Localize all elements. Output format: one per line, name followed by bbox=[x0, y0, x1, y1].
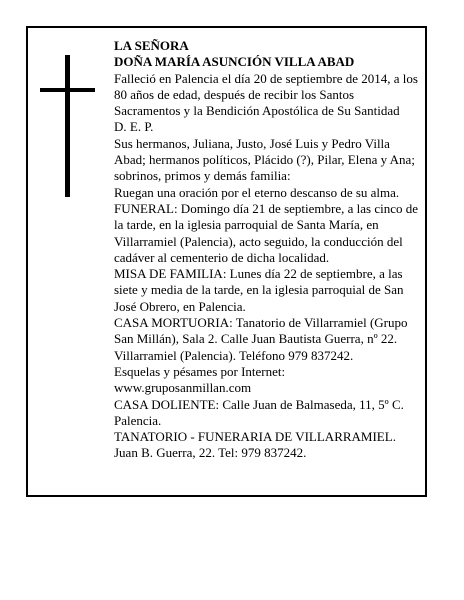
notice-title: LA SEÑORA bbox=[114, 38, 189, 53]
death-announcement: Falleció en Palencia el día 20 de septiembre de 2014, a los 80 años de edad, después de recibir los Santos Sacramentos y la Bendición Apostólica de Su Santidad bbox=[114, 70, 418, 119]
internet-condolences-label: Esquelas y pésames por Internet: bbox=[114, 363, 286, 379]
deceased-name: DOÑA MARÍA ASUNCIÓN VILLA ABAD bbox=[114, 54, 355, 70]
funeral-info: FUNERAL: Domingo día 21 de septiembre, a las cinco de la tarde, en la iglesia parroquial de Santa María, en Villarramiel (Palencia), acto seguido, la conducción del cadáver al cementerio de dicha localidad. bbox=[114, 200, 418, 265]
family-mass-info: MISA DE FAMILIA: Lunes día 22 de septiembre, a las siete y media de la tarde, en la iglesia parroquial de San José Obrero, en Palencia. bbox=[114, 266, 404, 314]
website-link[interactable]: www.gruposanmillan.com bbox=[114, 380, 252, 396]
family-list: Sus hermanos, Juliana, Justo, José Luis y Pedro Villa Abad; hermanos políticos, Plácido (?), Pilar, Elena y Ana; sobrinos, primos y demás familia: bbox=[114, 135, 415, 184]
family-home-info: CASA DOLIENTE: Calle Juan de Balmaseda, 11, 5º C. Palencia. bbox=[114, 396, 404, 428]
funeral-service-info: TANATORIO - FUNERARIA DE VILLARRAMIEL. Juan B. Guerra, 22. Tel: 979 837242. bbox=[114, 429, 396, 461]
latin-cross-icon bbox=[40, 55, 95, 197]
funeral-home-info: CASA MORTUORIA: Tanatorio de Villarramiel (Grupo San Millán), Sala 2. Calle Juan Bautista Guerra, nº 22. Villarramiel (Palencia). Teléfono 979 837242. bbox=[114, 315, 408, 363]
cross-horizontal-bar bbox=[40, 88, 95, 92]
cross-vertical-bar bbox=[65, 55, 70, 197]
prayer-request: Ruegan una oración por el eterno descanso de su alma. bbox=[114, 184, 400, 200]
obituary-text bbox=[114, 38, 422, 462]
rip-line: D. E. P. bbox=[114, 119, 154, 135]
